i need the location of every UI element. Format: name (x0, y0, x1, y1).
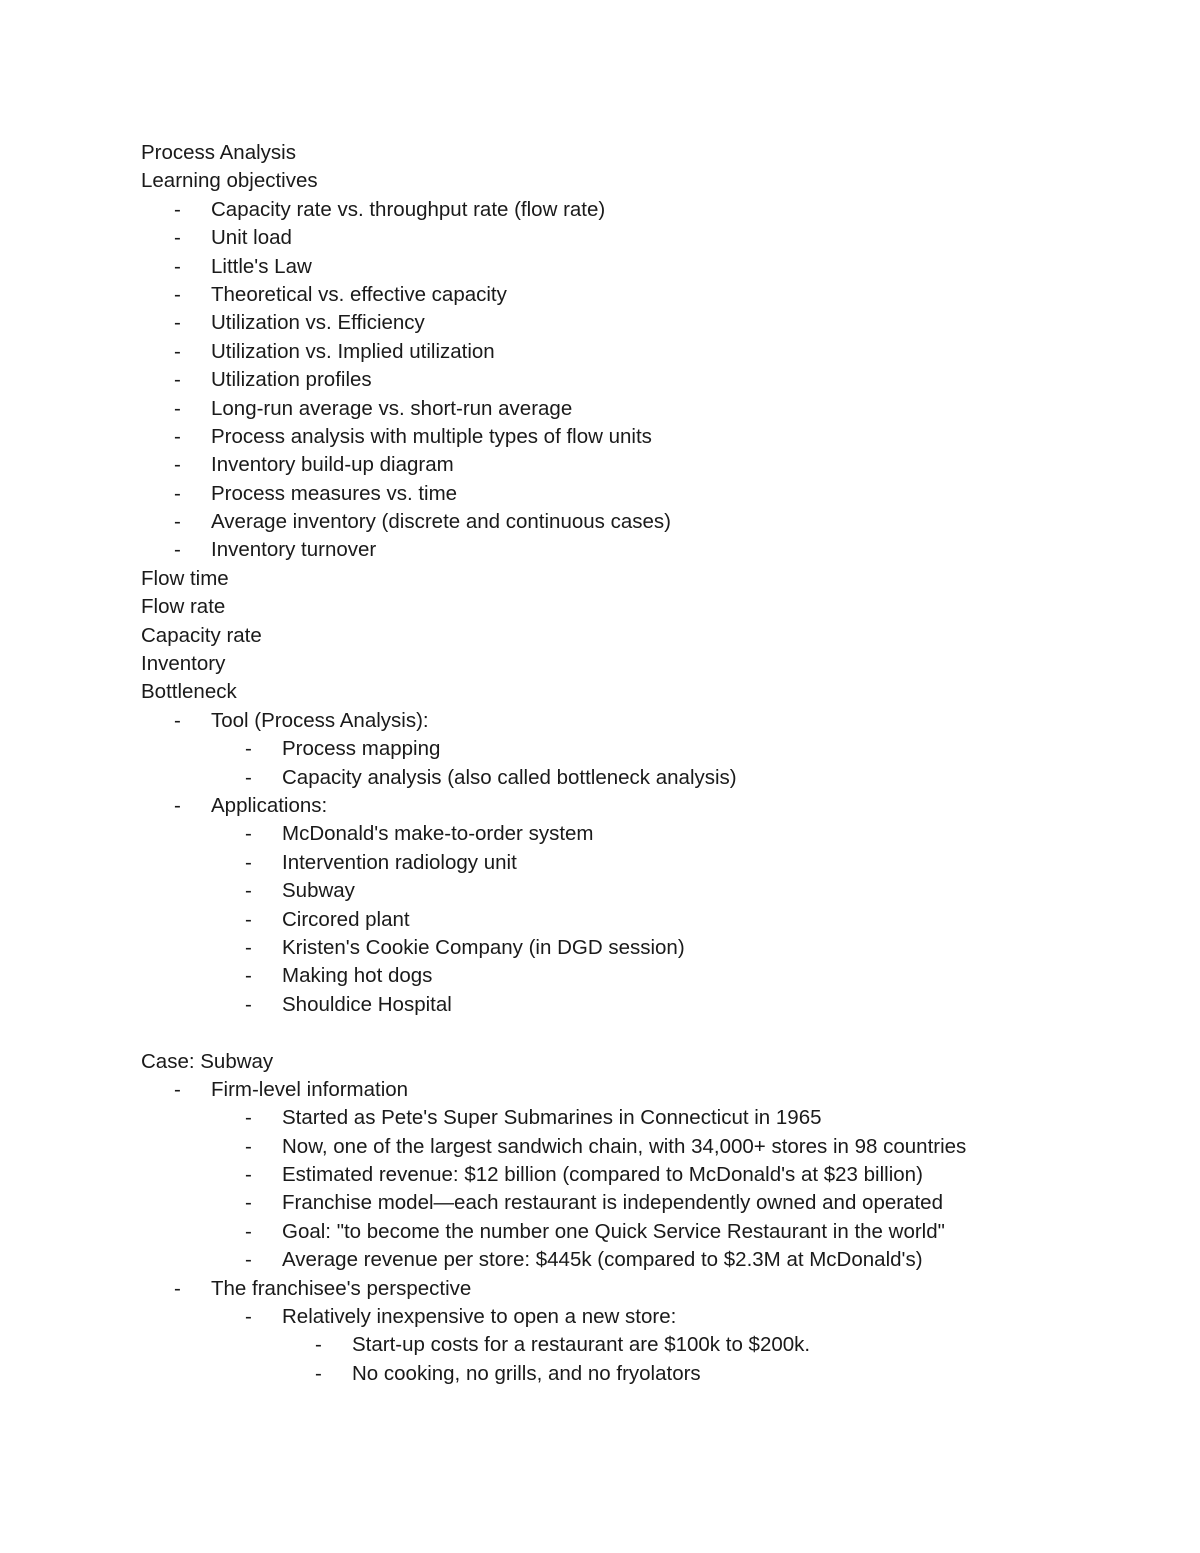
bullet-dash: - (174, 197, 181, 221)
list-item: - Utilization vs. Efficiency (141, 309, 1081, 337)
bullet-dash: - (174, 368, 181, 392)
bullet-dash: - (174, 453, 181, 477)
bullet-dash: - (174, 339, 181, 363)
list-item: - Making hot dogs (141, 962, 1081, 990)
firm-level-heading: - Firm-level information (141, 1076, 1081, 1104)
list-item: - Little's Law (141, 253, 1081, 281)
term-flow-rate: Flow rate (141, 595, 226, 619)
bullet-dash: - (245, 935, 252, 959)
bullet-dash: - (245, 1248, 252, 1272)
term-bottleneck: Bottleneck (141, 680, 237, 704)
bullet-dash: - (174, 538, 181, 562)
list-item: - Utilization vs. Implied utilization (141, 338, 1081, 366)
bullet-dash: - (315, 1333, 322, 1357)
bullet-dash: - (174, 424, 181, 448)
list-item: - McDonald's make-to-order system (141, 820, 1081, 848)
bullet-dash: - (174, 793, 181, 817)
list-item: - Utilization profiles (141, 366, 1081, 394)
list-item: - Now, one of the largest sandwich chain, with 34,000+ stores in 98 countries (141, 1133, 1081, 1161)
bullet-dash: - (174, 226, 181, 250)
bullet-dash: - (174, 708, 181, 732)
term-capacity-rate: Capacity rate (141, 623, 262, 647)
list-item: - Franchise model—each restaurant is independently owned and operated (141, 1189, 1081, 1217)
bullet-dash: - (245, 907, 252, 931)
bullet-dash: - (174, 254, 181, 278)
list-item: - Capacity analysis (also called bottleneck analysis) (141, 764, 1081, 792)
list-item: - Start-up costs for a restaurant are $100k to $200k. (141, 1331, 1081, 1359)
bullet-dash: - (245, 992, 252, 1016)
list-item: - Unit load (141, 224, 1081, 252)
list-item: - Theoretical vs. effective capacity (141, 281, 1081, 309)
bullet-dash: - (245, 822, 252, 846)
list-item: - Average revenue per store: $445k (compared to $2.3M at McDonald's) (141, 1246, 1081, 1274)
bullet-dash: - (245, 765, 252, 789)
bullet-dash: - (245, 737, 252, 761)
list-item: - No cooking, no grills, and no fryolators (141, 1360, 1081, 1388)
blank-line (141, 1019, 1081, 1047)
bullet-dash: - (245, 879, 252, 903)
tool-heading: - Tool (Process Analysis): (141, 707, 1081, 735)
case-heading: Case: Subway (141, 1049, 274, 1073)
list-item: - Average inventory (discrete and continuous cases) (141, 508, 1081, 536)
bullet-dash: - (245, 1163, 252, 1187)
list-item: - Process measures vs. time (141, 480, 1081, 508)
applications-heading: - Applications: (141, 792, 1081, 820)
bullet-dash: - (174, 481, 181, 505)
document-body (141, 139, 1081, 1388)
list-item: - Estimated revenue: $12 billion (compared to McDonald's at $23 billion) (141, 1161, 1081, 1189)
objectives-list (141, 196, 1081, 565)
page-title: Process Analysis (141, 141, 296, 164)
bullet-dash: - (315, 1361, 322, 1385)
list-item: - Started as Pete's Super Submarines in Connecticut in 1965 (141, 1104, 1081, 1132)
list-item: - Kristen's Cookie Company (in DGD session) (141, 934, 1081, 962)
bullet-dash: - (245, 1191, 252, 1215)
franchisee-heading: - The franchisee's perspective (141, 1275, 1081, 1303)
bullet-dash: - (245, 1305, 252, 1329)
list-item: - Shouldice Hospital (141, 991, 1081, 1019)
list-item: - Inventory build-up diagram (141, 451, 1081, 479)
list-item: - Subway (141, 877, 1081, 905)
bullet-dash: - (174, 311, 181, 335)
bullet-dash: - (174, 282, 181, 306)
bullet-dash: - (245, 1106, 252, 1130)
bullet-dash: - (245, 1134, 252, 1158)
term-flow-time: Flow time (141, 566, 229, 590)
list-item: - Intervention radiology unit (141, 849, 1081, 877)
objectives-heading: Learning objectives (141, 169, 318, 193)
list-item: - Process analysis with multiple types of flow units (141, 423, 1081, 451)
term-inventory: Inventory (141, 652, 226, 676)
list-item: - Capacity rate vs. throughput rate (flow rate) (141, 196, 1081, 224)
list-item: - Long-run average vs. short-run average (141, 395, 1081, 423)
list-item: - Circored plant (141, 906, 1081, 934)
bullet-dash: - (245, 850, 252, 874)
bullet-dash: - (174, 510, 181, 534)
bullet-dash: - (174, 1077, 181, 1101)
bullet-dash: - (245, 1219, 252, 1243)
list-item: - Goal: "to become the number one Quick Service Restaurant in the world" (141, 1218, 1081, 1246)
bullet-dash: - (174, 396, 181, 420)
list-item: - Relatively inexpensive to open a new store: (141, 1303, 1081, 1331)
bullet-dash: - (245, 964, 252, 988)
bullet-dash: - (174, 1276, 181, 1300)
list-item: - Process mapping (141, 735, 1081, 763)
list-item: - Inventory turnover (141, 536, 1081, 564)
